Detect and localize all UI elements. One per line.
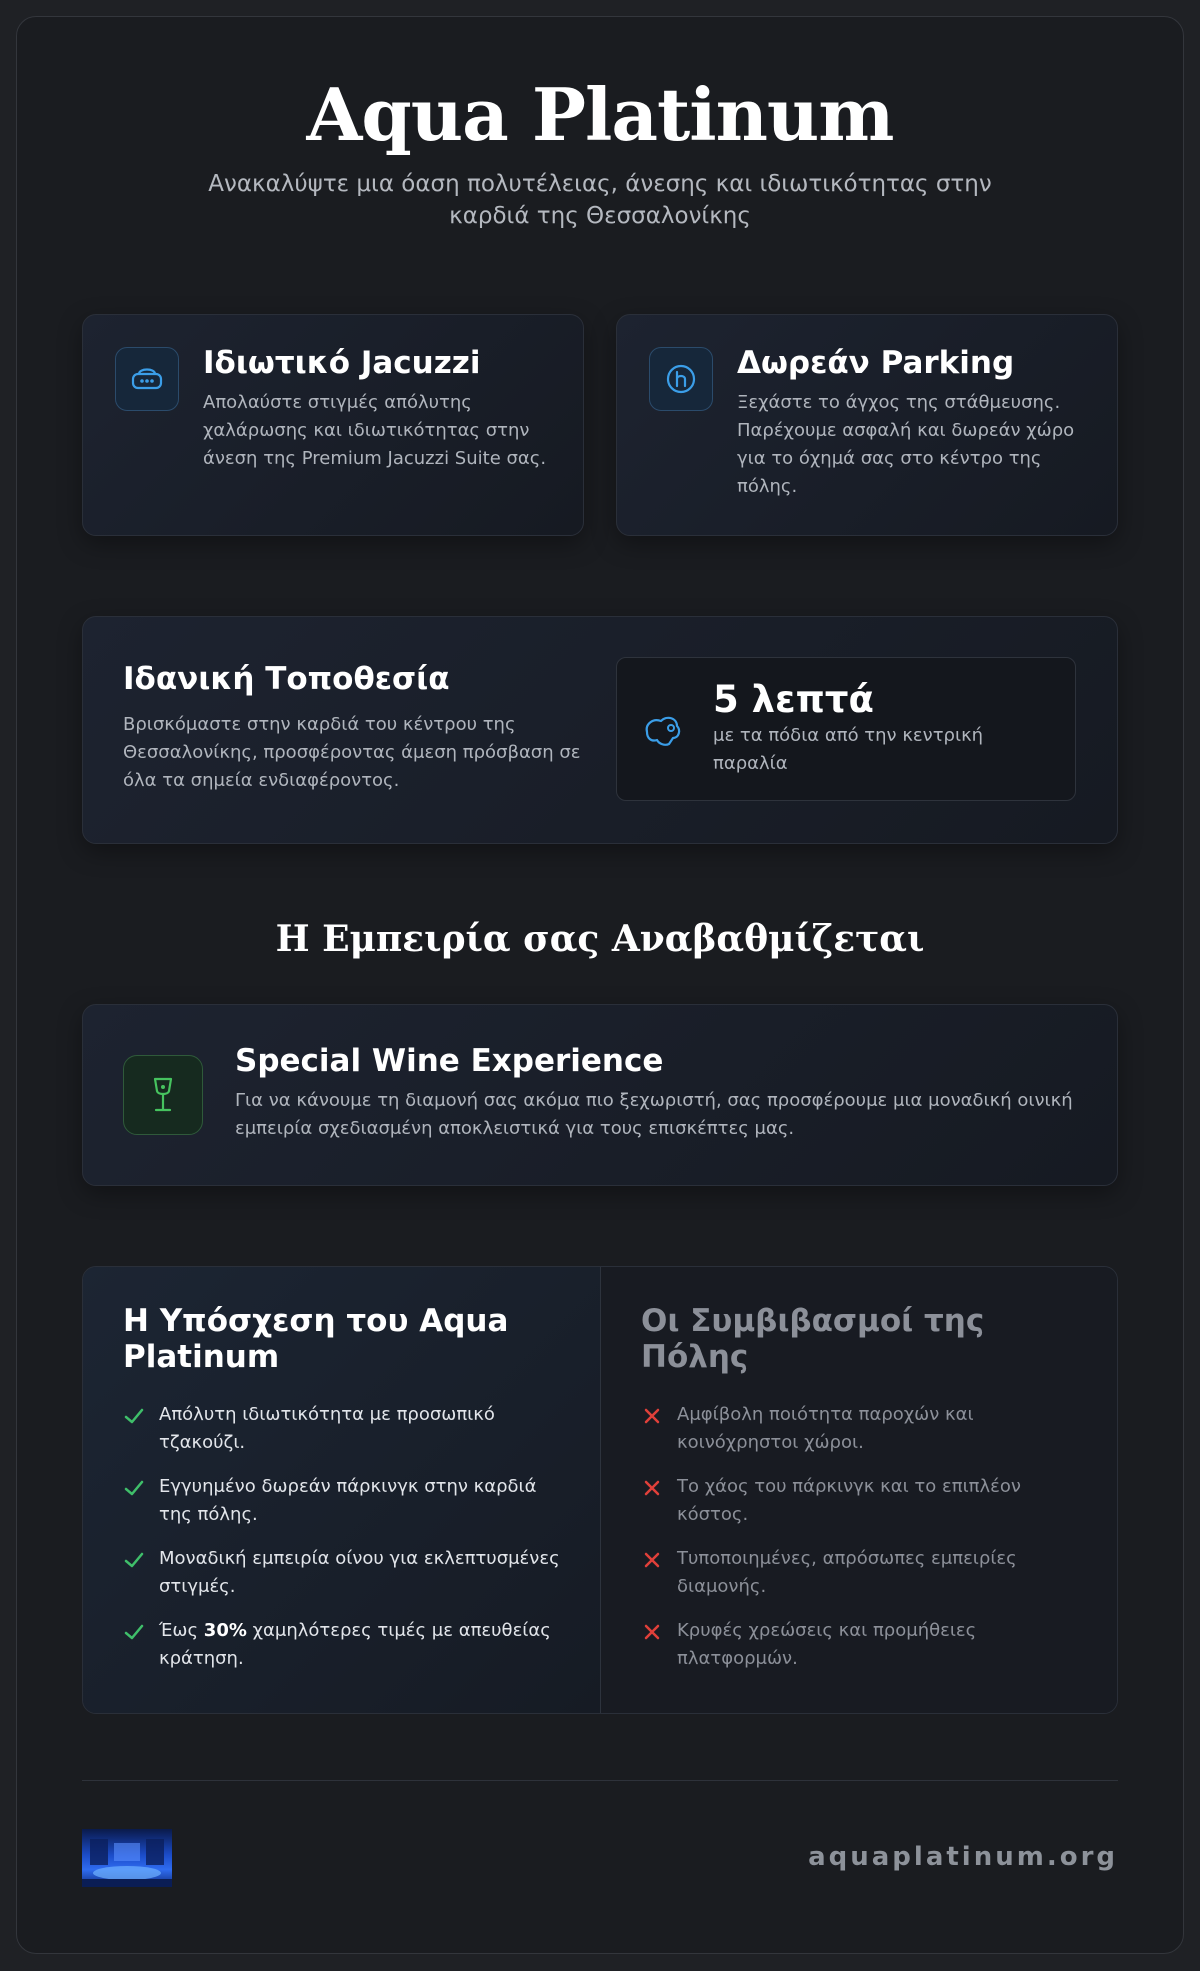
walking-icon [641, 710, 685, 750]
page-subtitle: Ανακαλύψτε μια όαση πολυτέλειας, άνεσης και ιδιωτικότητας στην καρδιά της Θεσσαλονίκης [208, 171, 992, 229]
distance-stat-box [616, 657, 1076, 801]
location-text: Βρισκόμαστε στην καρδιά του κέντρου της Θεσσαλονίκης, προσφέροντας άμεση πρόσβαση σε όλα τα σημεία ενδιαφέροντος. [123, 714, 581, 791]
footer-divider [82, 1780, 1118, 1781]
compromise-title: Οι Συμβιβασμοί της Πόλης [641, 1303, 985, 1375]
suite-thumbnail [82, 1829, 172, 1887]
distance-text: με τα πόδια από την κεντρική παραλία [713, 725, 984, 774]
cross-icon [641, 1477, 663, 1499]
promise-item-text: Απόλυτη ιδιωτικότητα με προσωπικό τζακούζι. [159, 1404, 495, 1453]
compromise-item-text: Το χάος του πάρκινγκ και το επιπλέον κόστος. [677, 1476, 1021, 1525]
comparison-panel [82, 1266, 1118, 1714]
cross-icon [641, 1405, 663, 1427]
feature-text: Ξεχάστε το άγχος της στάθμευσης. Παρέχουμε ασφαλή και δωρεάν χώρο για το όχημά σας στο κέντρο της πόλης. [737, 392, 1075, 497]
check-icon [123, 1477, 145, 1499]
feature-title: Δωρεάν Parking [737, 345, 1015, 381]
compromise-item-text: Αμφίβολη ποιότητα παροχών και κοινόχρηστοι χώροι. [677, 1404, 974, 1453]
compromise-column [601, 1267, 1118, 1714]
promise-column [83, 1267, 601, 1714]
promise-title: Η Υπόσχεση του Aqua Platinum [123, 1303, 509, 1375]
cross-icon [641, 1621, 663, 1643]
jacuzzi-icon [115, 347, 179, 411]
feature-title: Ιδιωτικό Jacuzzi [203, 345, 481, 381]
cross-icon [641, 1549, 663, 1571]
compromise-item-text: Τυποποιημένες, απρόσωπες εμπειρίες διαμονής. [677, 1548, 1017, 1597]
wine-text: Για να κάνουμε τη διαμονή σας ακόμα πιο ξεχωριστή, σας προσφέρουμε μια μοναδική οινική εμπειρία σχεδιασμένη αποκλειστικά για τους επισκέπτες μας. [235, 1090, 1073, 1139]
feature-card-parking [616, 314, 1118, 536]
distance-value: 5 λεπτά [713, 678, 874, 721]
wine-experience-card [82, 1004, 1118, 1186]
page-title: Aqua Platinum [306, 72, 894, 157]
check-icon [123, 1549, 145, 1571]
promise-item-text: Έως 30% χαμηλότερες τιμές με απευθείας κράτηση. [159, 1620, 551, 1669]
section-title: Η Εμπειρία σας Αναβαθμίζεται [275, 918, 925, 960]
feature-text: Απολαύστε στιγμές απόλυτης χαλάρωσης και ιδιωτικότητας στην άνεση της Premium Jacuzzi Suite σας. [203, 392, 547, 469]
location-title: Ιδανική Τοποθεσία [123, 661, 450, 697]
wine-glass-icon [123, 1055, 203, 1135]
wine-title: Special Wine Experience [235, 1043, 664, 1079]
discount-highlight: 30% [203, 1620, 247, 1641]
compromise-item-text: Κρυφές χρεώσεις και προμήθειες πλατφορμών. [677, 1620, 977, 1669]
feature-card-jacuzzi [82, 314, 584, 536]
check-icon [123, 1405, 145, 1427]
check-icon [123, 1621, 145, 1643]
promise-item-text: Εγγυημένο δωρεάν πάρκινγκ στην καρδιά της πόλης. [159, 1476, 537, 1525]
promise-item-text: Μοναδική εμπειρία οίνου για εκλεπτυσμένες στιγμές. [159, 1548, 560, 1597]
parking-icon [649, 347, 713, 411]
website-link[interactable]: aquaplatinum.org [808, 1842, 1118, 1872]
